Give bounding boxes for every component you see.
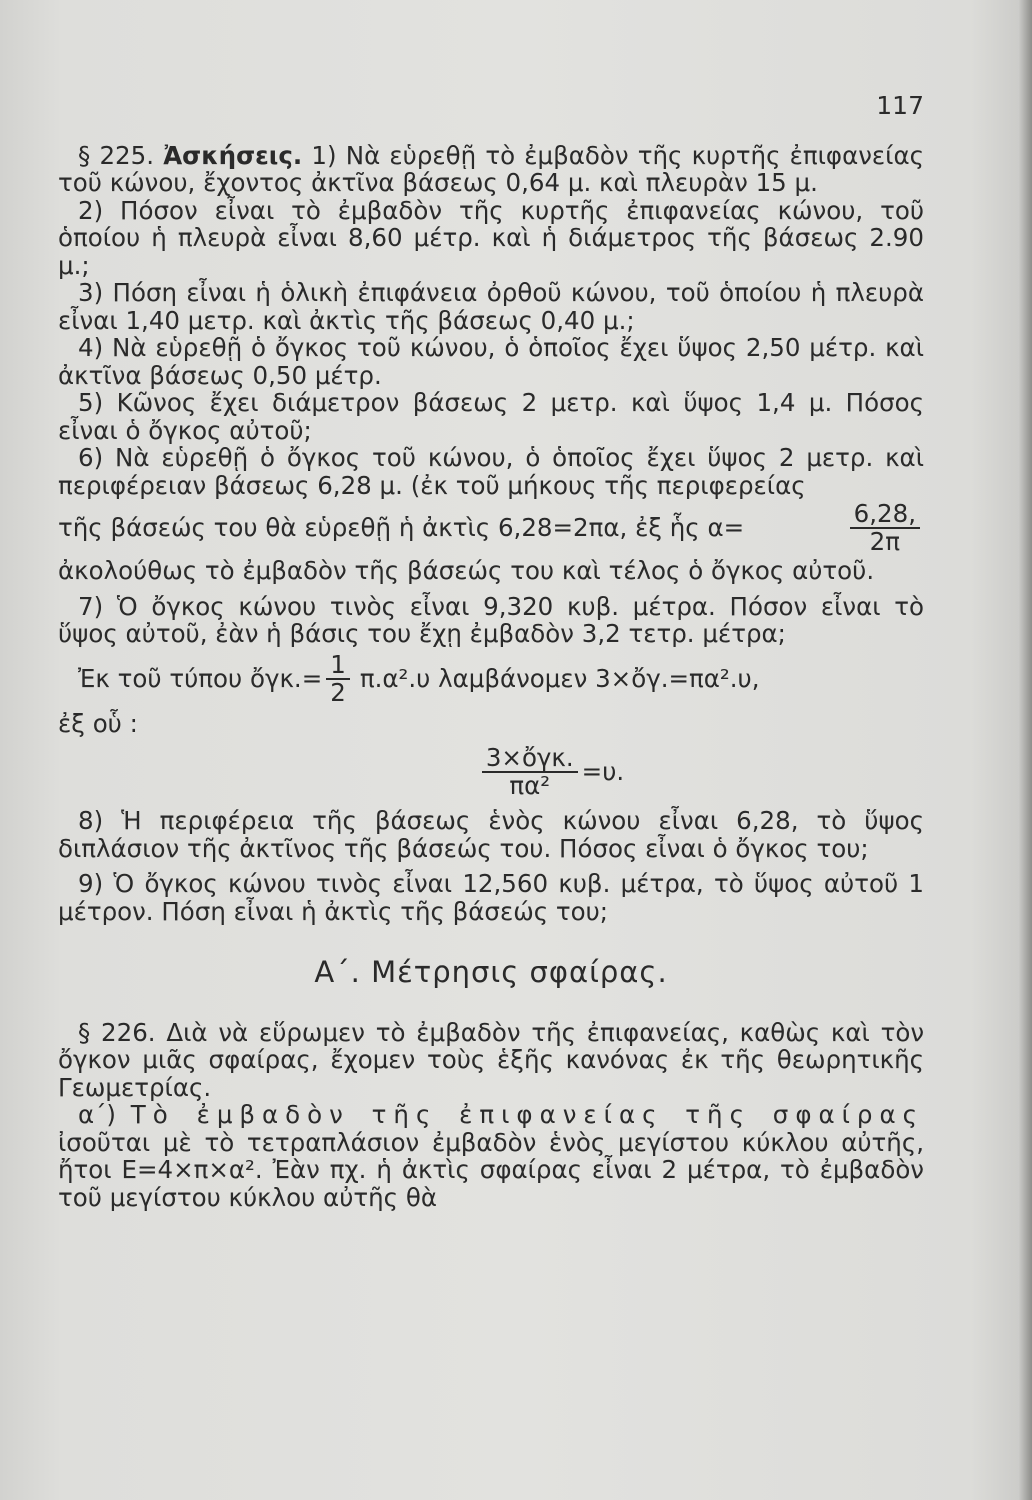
- exercise-6-formula-line: [58, 499, 924, 557]
- exercise-6: 6) Νὰ εὑρεθῇ ὁ ὄγκος τοῦ κώνου, ὁ ὁποῖος ἔχει ὕψος 2 μετρ. καὶ περιφέρειαν βάσεως 6,28 μ. (ἐκ τοῦ μήκους τῆς περιφερείας: [58, 443, 924, 500]
- fraction-numerator: 6,28,: [850, 501, 920, 529]
- fraction-one-half: [326, 649, 350, 707]
- fraction-result: [482, 745, 578, 799]
- fraction-numerator: 3×ὄγκ.: [482, 745, 578, 773]
- exercise-8: 8) Ἡ περιφέρεια τῆς βάσεως ἑνὸς κώνου εἶναι 6,28, τὸ ὕψος διπλάσιον τῆς ἀκτῖνος τῆς βάσεώς του. Πόσος εἶναι ὁ ὄγκος του;: [58, 806, 924, 863]
- fraction-denominator: πα²: [509, 771, 551, 800]
- exercise-225: [58, 142, 924, 197]
- exercise-2: 2) Πόσον εἶναι τὸ ἐμβαδὸν τῆς κυρτῆς ἐπιφανείας κώνου, τοῦ ὁποίου ἡ πλευρὰ εἶναι 8,60 μέτρ. καὶ ἡ διάμετρος τῆς βάσεως 2.90 μ.;: [58, 195, 924, 280]
- fraction-denominator: 2: [330, 677, 346, 707]
- formula-prefix: Ἐκ τοῦ τύπου ὄγκ.=: [78, 663, 323, 693]
- section-title: Ἀσκήσεις.: [163, 140, 303, 170]
- exercise-7-result: [178, 737, 924, 807]
- exercise-5: 5) Κῶνος ἔχει διάμετρον βάσεως 2 μετρ. καὶ ὕψος 1,4 μ. Πόσος εἶναι ὁ ὄγκος αὐτοῦ;: [58, 388, 924, 445]
- fraction-denominator: 2π: [869, 527, 900, 556]
- exercise-4: 4) Νὰ εὑρεθῇ ὁ ὄγκος τοῦ κώνου, ὁ ὁποῖος ἔχει ὕψος 2,50 μέτρ. καὶ ἀκτῖνα βάσεως 0,50 μέτρ.: [58, 333, 924, 390]
- section-heading: Α΄. Μέτρησις σφαίρας.: [314, 955, 668, 989]
- page-content: [58, 92, 924, 1211]
- section-label: § 225.: [78, 140, 154, 170]
- rule-label: α΄): [78, 1100, 116, 1129]
- exercise-6-continuation: ἀκολούθως τὸ ἐμβαδὸν τῆς βάσεώς του καὶ τέλος ὁ ὄγκος αὐτοῦ.: [58, 556, 875, 585]
- ex-ou-label: ἐξ οὗ :: [58, 708, 138, 738]
- rule-text: ἰσοῦται μὲ τὸ τετραπλάσιον ἐμβαδὸν ἑνὸς μεγίστου κύκλου αὐτῆς, ἤτοι Ε=4×π×α². Ἐὰν πχ. ἡ ἀκτὶς σφαίρας εἶναι 2 μέτρα, τὸ ἐμβαδὸν τοῦ μεγίστου κύκλου αὐτῆς θὰ: [58, 1127, 924, 1212]
- exercise-3: 3) Πόση εἶναι ἡ ὁλικὴ ἐπιφάνεια ὀρθοῦ κώνου, τοῦ ὁποίου ἡ πλευρὰ εἶναι 1,40 μετρ. καὶ ἀκτὶς τῆς βάσεως 0,40 μ.;: [58, 278, 924, 335]
- rule-spaced-text: Τὸ ἐμβαδὸν τῆς ἐπιφανείας τῆς σφαίρας: [130, 1100, 924, 1129]
- page-edge-shadow: [1018, 0, 1032, 1500]
- exercise-7-formula: [58, 648, 924, 710]
- section-226: § 226. Διὰ νὰ εὕρωμεν τὸ ἐμβαδὸν τῆς ἐπιφανείας, καθὼς καὶ τὸν ὄγκον μιᾶς σφαίρας, ἔχομεν τοὺς ἑξῆς κανόνας ἐκ τῆς θεωρητικῆς Γεωμετρίας.: [58, 1017, 924, 1102]
- page-number: 117: [876, 91, 924, 120]
- formula-mid: π.α².υ λαμβάνομεν 3×ὄγ.=πα².υ,: [359, 663, 760, 693]
- exercise-6-formula-text: τῆς βάσεώς του θὰ εὑρεθῇ ἡ ἀκτὶς 6,28=2πα, ἐξ ἧς α=: [58, 513, 745, 543]
- fraction-numerator: 1: [326, 652, 350, 680]
- fraction-alpha: [850, 501, 920, 555]
- exercise-9: 9) Ὁ ὄγκος κώνου τινὸς εἶναι 12,560 κυβ. μέτρα, τὸ ὕψος αὐτοῦ 1 μέτρον. Πόση εἶναι ἡ ἀκτὶς τῆς βάσεώς του;: [58, 869, 924, 926]
- rule-a: [58, 1101, 924, 1211]
- exercise-1-text: 1) Νὰ εὑρεθῇ τὸ ἐμβαδὸν τῆς κυρτῆς ἐπιφανείας τοῦ κώνου, ἔχοντος ἀκτῖνα βάσεως 0,64 μ. καὶ πλευρὰν 15 μ.: [58, 140, 924, 197]
- result-rhs: =υ.: [581, 757, 625, 787]
- exercise-7: 7) Ὁ ὄγκος κώνου τινὸς εἶναι 9,320 κυβ. μέτρα. Πόσον εἶναι τὸ ὕψος αὐτοῦ, ἐὰν ἡ βάσις του ἔχῃ ἐμβαδὸν 3,2 τετρ. μέτρα;: [58, 591, 924, 648]
